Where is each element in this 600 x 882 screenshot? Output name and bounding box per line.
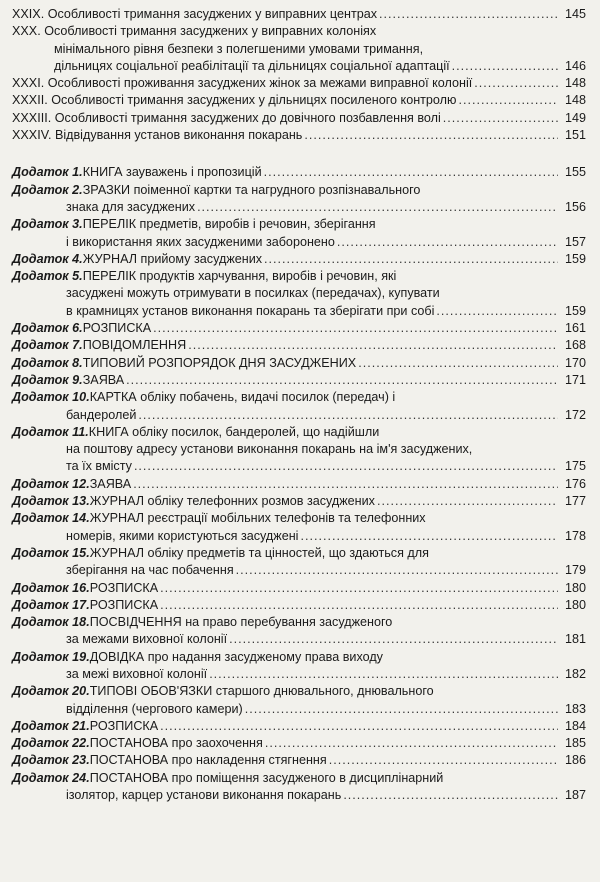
page-number: 176 xyxy=(564,476,586,491)
page-number: 148 xyxy=(564,93,586,108)
toc-line xyxy=(12,164,586,181)
dot-leader xyxy=(300,528,558,545)
dot-leader xyxy=(126,372,558,389)
page-number: 182 xyxy=(564,666,586,681)
dot-leader xyxy=(138,407,558,424)
toc-line xyxy=(12,510,586,527)
page-number: 148 xyxy=(564,76,586,91)
chapter-entry xyxy=(12,6,586,23)
page-number: 156 xyxy=(564,199,586,214)
appendix-entry xyxy=(12,510,586,545)
dot-leader xyxy=(337,234,558,251)
toc-line xyxy=(12,216,586,233)
entry-text: на поштову адресу установи виконання покарань на ім'я засуджених, xyxy=(66,442,473,457)
toc-line xyxy=(12,355,586,372)
toc-line xyxy=(12,597,586,614)
entry-text: РОЗПИСКА xyxy=(89,718,159,733)
dot-leader xyxy=(264,251,558,268)
toc-line xyxy=(12,718,586,735)
appendix-label: Додаток 6. xyxy=(12,321,83,336)
toc-line xyxy=(12,407,586,424)
dot-leader xyxy=(236,562,558,579)
entry-text: ЖУРНАЛ прийому засуджених xyxy=(82,251,263,266)
table-of-contents xyxy=(12,6,586,804)
toc-line xyxy=(12,701,586,718)
entry-text: за межами виховної колонії xyxy=(66,632,228,647)
appendix-entry xyxy=(12,389,586,424)
appendix-entry xyxy=(12,268,586,320)
entry-text: і використання яких засудженими заборонено xyxy=(66,234,335,249)
appendix-label: Додаток 10. xyxy=(12,390,90,405)
page-number: 159 xyxy=(564,303,586,318)
entry-text: ПОСТАНОВА про поміщення засудженого в дисциплінарний xyxy=(89,770,444,785)
entry-text: ПОСВІДЧЕННЯ на право перебування засудженого xyxy=(89,615,393,630)
appendix-label: Додаток 8. xyxy=(12,355,83,370)
page-number: 183 xyxy=(564,701,586,716)
appendix-entry xyxy=(12,770,586,805)
dot-leader xyxy=(304,127,558,144)
entry-text: бандеролей xyxy=(66,407,137,422)
entry-text: ПЕРЕЛІК предметів, виробів і речовин, зберігання xyxy=(82,217,376,232)
dot-leader xyxy=(329,752,558,769)
dot-leader xyxy=(443,110,558,127)
page-number: 145 xyxy=(564,7,586,21)
dot-leader xyxy=(134,458,558,475)
page-number: 181 xyxy=(564,632,586,647)
appendix-entry xyxy=(12,251,586,268)
appendix-entry xyxy=(12,597,586,614)
toc-line xyxy=(12,268,586,285)
chapter-entry xyxy=(12,92,586,109)
entry-text: КНИГА обліку посилок, бандеролей, що надійшли xyxy=(88,424,380,439)
entry-text: ізолятор, карцер установи виконання покарань xyxy=(66,788,342,803)
toc-line xyxy=(12,41,586,58)
entry-text: дільницях соціальної реабілітації та дільницях соціальної адаптації xyxy=(54,58,450,73)
toc-line xyxy=(12,110,586,127)
toc-line xyxy=(12,58,586,75)
toc-line xyxy=(12,441,586,458)
entry-text: РОЗПИСКА xyxy=(89,597,159,612)
toc-line xyxy=(12,182,586,199)
page-number: 161 xyxy=(564,321,586,336)
page-number: 184 xyxy=(564,718,586,733)
toc-line xyxy=(12,424,586,441)
chapter-entry xyxy=(12,75,586,92)
appendix-entry xyxy=(12,182,586,217)
appendix-entry xyxy=(12,372,586,389)
appendix-entry xyxy=(12,355,586,372)
entry-text: XXXI. Особливості проживання засуджених жінок за межами виправної колонії xyxy=(12,76,473,91)
appendix-label: Додаток 24. xyxy=(12,770,90,785)
dot-leader xyxy=(209,666,558,683)
appendix-label: Додаток 1. xyxy=(12,165,83,180)
toc-line xyxy=(12,580,586,597)
dot-leader xyxy=(197,199,558,216)
appendix-entry xyxy=(12,683,586,718)
appendix-entry xyxy=(12,424,586,476)
page-number: 177 xyxy=(564,494,586,509)
entry-text: ПОВІДОМЛЕННЯ xyxy=(82,338,187,353)
entry-text: ТИПОВІ ОБОВ'ЯЗКИ старшого днювального, днювального xyxy=(89,684,434,699)
dot-leader xyxy=(377,493,558,510)
toc-line xyxy=(12,631,586,648)
toc-line xyxy=(12,234,586,251)
toc-line xyxy=(12,614,586,631)
appendix-entry xyxy=(12,580,586,597)
toc-line xyxy=(12,337,586,354)
page-number: 180 xyxy=(564,580,586,595)
appendix-label: Додаток 4. xyxy=(12,251,83,266)
page-number: 157 xyxy=(564,234,586,249)
toc-line xyxy=(12,251,586,268)
appendix-label: Додаток 9. xyxy=(12,372,83,387)
entry-text: XXXII. Особливості тримання засуджених у дільницях посиленого контролю xyxy=(12,93,457,108)
appendix-label: Додаток 19. xyxy=(12,649,90,664)
toc-line xyxy=(12,92,586,109)
appendix-label: Додаток 11. xyxy=(12,424,89,439)
toc-line xyxy=(12,75,586,92)
dot-leader xyxy=(160,597,558,614)
toc-line xyxy=(12,562,586,579)
dot-leader xyxy=(160,718,558,735)
dot-leader xyxy=(245,701,558,718)
dot-leader xyxy=(343,787,558,804)
page-number: 168 xyxy=(564,338,586,353)
entry-text: мінімального рівня безпеки з полегшеними умовами тримання, xyxy=(54,41,424,56)
entry-text: ПЕРЕЛІК продуктів харчування, виробів і речовин, які xyxy=(82,269,397,284)
entry-text: XXXIV. Відвідування установ виконання покарань xyxy=(12,128,303,143)
appendix-label: Додаток 20. xyxy=(12,684,90,699)
toc-line xyxy=(12,476,586,493)
appendix-entry xyxy=(12,476,586,493)
toc-line xyxy=(12,389,586,406)
dot-leader xyxy=(160,580,558,597)
entry-text: ПОСТАНОВА про накладення стягнення xyxy=(89,753,327,768)
page-number: 155 xyxy=(564,165,586,180)
appendix-label: Додаток 18. xyxy=(12,615,90,630)
appendix-label: Додаток 13. xyxy=(12,494,90,509)
appendix-label: Додаток 16. xyxy=(12,580,90,595)
page-number: 187 xyxy=(564,788,586,803)
entry-text: знака для засуджених xyxy=(66,199,196,214)
appendix-entry xyxy=(12,649,586,684)
appendix-label: Додаток 3. xyxy=(12,217,83,232)
toc-line xyxy=(12,23,586,40)
entry-text: РОЗПИСКА xyxy=(89,580,159,595)
appendix-label: Додаток 17. xyxy=(12,597,90,612)
appendix-label: Додаток 5. xyxy=(12,269,83,284)
entry-text: КАРТКА обліку побачень, видачі посилок (передач) і xyxy=(89,390,396,405)
toc-line xyxy=(12,493,586,510)
page-number: 151 xyxy=(564,128,586,143)
dot-leader xyxy=(379,6,558,23)
toc-line xyxy=(12,6,586,23)
entry-text: XXX. Особливості тримання засуджених у виправних колоніях xyxy=(12,24,377,39)
dot-leader xyxy=(474,75,558,92)
toc-line xyxy=(12,683,586,700)
entry-text: за межі виховної колонії xyxy=(66,666,208,681)
entry-text: засуджені можуть отримувати в посилках (передачах), купувати xyxy=(66,286,440,301)
entry-text: ЖУРНАЛ реєстрації мобільних телефонів та телефонних xyxy=(89,511,426,526)
appendix-entry xyxy=(12,164,586,181)
toc-line xyxy=(12,303,586,320)
entry-text: XXIX. Особливості тримання засуджених у виправних центрах xyxy=(12,7,378,21)
toc-line xyxy=(12,372,586,389)
page-number: 179 xyxy=(564,563,586,578)
entry-text: РОЗПИСКА xyxy=(82,321,152,336)
toc-line xyxy=(12,752,586,769)
appendix-label: Додаток 22. xyxy=(12,736,90,751)
entry-text: номерів, якими користуються засуджені xyxy=(66,528,299,543)
page-number: 146 xyxy=(564,58,586,73)
appendix-label: Додаток 2. xyxy=(12,182,83,197)
appendix-entry xyxy=(12,735,586,752)
toc-line xyxy=(12,770,586,787)
toc-line xyxy=(12,127,586,144)
entry-text: ЗАЯВА xyxy=(82,372,125,387)
dot-leader xyxy=(133,476,558,493)
entry-text: ЖУРНАЛ обліку предметів та цінностей, що здаються для xyxy=(89,545,429,560)
entry-text: XXXIII. Особливості тримання засуджених до довічного позбавлення волі xyxy=(12,110,441,125)
appendix-entry xyxy=(12,320,586,337)
page-number: 180 xyxy=(564,597,586,612)
page-number: 186 xyxy=(564,753,586,768)
section-gap xyxy=(12,144,586,164)
appendix-label: Додаток 7. xyxy=(12,338,83,353)
entry-text: ДОВІДКА про надання засудженому права виходу xyxy=(89,649,383,664)
page-number: 172 xyxy=(564,407,586,422)
page-number: 175 xyxy=(564,459,586,474)
entry-text: ПОСТАНОВА про заохочення xyxy=(89,736,263,751)
toc-line xyxy=(12,735,586,752)
entry-text: відділення (чергового камери) xyxy=(66,701,243,716)
appendix-entry xyxy=(12,718,586,735)
dot-leader xyxy=(264,164,558,181)
page-number: 185 xyxy=(564,736,586,751)
dot-leader xyxy=(188,337,558,354)
chapter-entry xyxy=(12,127,586,144)
dot-leader xyxy=(436,303,558,320)
dot-leader xyxy=(153,320,558,337)
entry-text: КНИГА зауважень і пропозицій xyxy=(82,165,262,180)
entry-text: ЗАЯВА xyxy=(89,476,132,491)
toc-line xyxy=(12,649,586,666)
appendix-label: Додаток 15. xyxy=(12,545,90,560)
page-number: 170 xyxy=(564,355,586,370)
appendix-label: Додаток 23. xyxy=(12,753,90,768)
appendix-label: Додаток 14. xyxy=(12,511,90,526)
entry-text: та їх вмісту xyxy=(66,459,132,474)
appendix-entry xyxy=(12,752,586,769)
page-number: 149 xyxy=(564,110,586,125)
toc-line xyxy=(12,666,586,683)
page-number: 171 xyxy=(564,372,586,387)
toc-line xyxy=(12,320,586,337)
entry-text: ЖУРНАЛ обліку телефонних розмов засуджених xyxy=(89,494,375,509)
dot-leader xyxy=(229,631,558,648)
toc-line xyxy=(12,545,586,562)
toc-line xyxy=(12,528,586,545)
entry-text: в крамницях установ виконання покарань та зберігати при собі xyxy=(66,303,435,318)
toc-line xyxy=(12,285,586,302)
entry-text: ЗРАЗКИ поіменної картки та нагрудного розпізнавального xyxy=(82,182,421,197)
entry-text: зберігання на час побачення xyxy=(66,563,234,578)
toc-line xyxy=(12,787,586,804)
appendix-entry xyxy=(12,337,586,354)
chapter-entry xyxy=(12,110,586,127)
dot-leader xyxy=(458,92,558,109)
appendix-entry xyxy=(12,614,586,649)
appendix-label: Додаток 12. xyxy=(12,476,90,491)
toc-line xyxy=(12,458,586,475)
dot-leader xyxy=(358,355,558,372)
dot-leader xyxy=(452,58,558,75)
toc-line xyxy=(12,199,586,216)
appendix-entry xyxy=(12,545,586,580)
appendix-label: Додаток 21. xyxy=(12,718,90,733)
chapter-entry xyxy=(12,23,586,75)
page-number: 178 xyxy=(564,528,586,543)
appendix-entry xyxy=(12,493,586,510)
page-number: 159 xyxy=(564,251,586,266)
entry-text: ТИПОВИЙ РОЗПОРЯДОК ДНЯ ЗАСУДЖЕНИХ xyxy=(82,355,357,370)
dot-leader xyxy=(265,735,558,752)
appendix-entry xyxy=(12,216,586,251)
